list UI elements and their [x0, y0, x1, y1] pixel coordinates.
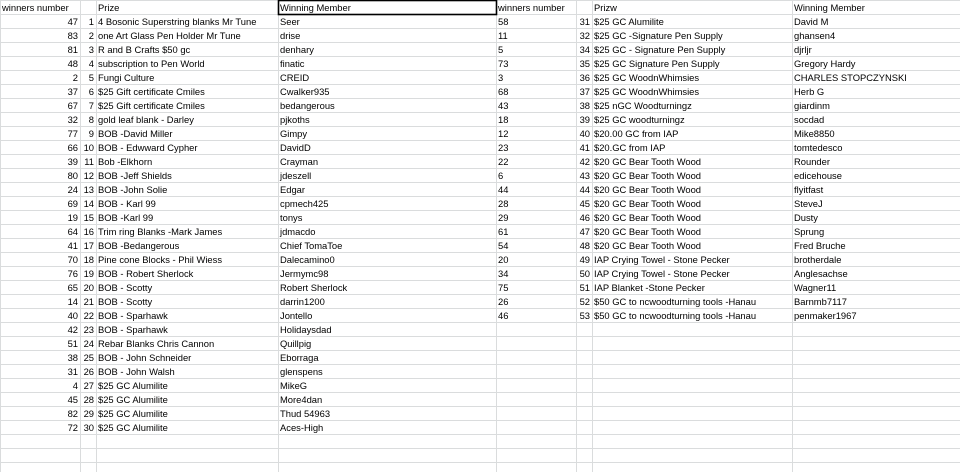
header-winning-member[interactable]: Winning Member: [794, 2, 865, 13]
prize-index-cell[interactable]: 29: [83, 408, 94, 419]
prize-index-cell[interactable]: 30: [83, 422, 94, 433]
winner-number-cell[interactable]: 38: [67, 352, 78, 363]
prize-index-cell[interactable]: 46: [579, 212, 590, 223]
winner-number-cell[interactable]: 28: [498, 198, 509, 209]
member-cell[interactable]: Quillpig: [280, 338, 312, 349]
member-cell[interactable]: Dalecamino0: [280, 254, 335, 265]
prize-cell[interactable]: BOB - John Schneider: [98, 352, 192, 363]
member-cell[interactable]: cpmech425: [280, 198, 329, 209]
prize-cell[interactable]: $25 GC Signature Pen Supply: [594, 58, 720, 69]
member-cell[interactable]: Anglesachse: [794, 268, 848, 279]
prize-cell[interactable]: $25 GC Alumilite: [98, 394, 168, 405]
prize-cell[interactable]: Pine cone Blocks - Phil Wiess: [98, 254, 223, 265]
prize-index-cell[interactable]: 25: [83, 352, 94, 363]
member-cell[interactable]: Mike8850: [794, 128, 835, 139]
prize-index-cell[interactable]: 52: [579, 296, 590, 307]
member-cell[interactable]: Holidaysdad: [280, 324, 332, 335]
header-winning-member[interactable]: Winning Member: [280, 2, 351, 13]
member-cell[interactable]: Crayman: [280, 156, 319, 167]
prize-cell[interactable]: $25 Gift certificate Cmiles: [98, 100, 205, 111]
member-cell[interactable]: Eborraga: [280, 352, 319, 363]
prize-cell[interactable]: BOB - Scotty: [98, 296, 153, 307]
member-cell[interactable]: tonys: [280, 212, 303, 223]
prize-cell[interactable]: $25 GC - Signature Pen Supply: [594, 44, 726, 55]
winner-number-cell[interactable]: 34: [498, 268, 509, 279]
winner-number-cell[interactable]: 24: [67, 184, 78, 195]
prize-index-cell[interactable]: 8: [88, 114, 94, 125]
prize-cell[interactable]: $25 GC WoodnWhimsies: [594, 72, 700, 83]
winner-number-cell[interactable]: 65: [67, 282, 78, 293]
winner-number-cell[interactable]: 67: [67, 100, 78, 111]
winner-number-cell[interactable]: 66: [67, 142, 78, 153]
member-cell[interactable]: jdeszell: [280, 170, 312, 181]
winner-number-cell[interactable]: 32: [67, 114, 78, 125]
prize-cell[interactable]: gold leaf blank - Darley: [98, 114, 194, 125]
prize-index-cell[interactable]: 18: [83, 254, 94, 265]
prize-cell[interactable]: $50 GC to ncwoodturning tools -Hanau: [594, 310, 757, 321]
winner-number-cell[interactable]: 58: [498, 16, 509, 27]
prize-index-cell[interactable]: 47: [579, 226, 590, 237]
member-cell[interactable]: Cwalker935: [280, 86, 330, 97]
prize-cell[interactable]: Bob -Elkhorn: [98, 156, 153, 167]
prize-cell[interactable]: BOB - John Walsh: [98, 366, 175, 377]
prize-index-cell[interactable]: 15: [83, 212, 94, 223]
member-cell[interactable]: bedangerous: [280, 100, 335, 111]
member-cell[interactable]: pjkoths: [280, 114, 310, 125]
prize-cell[interactable]: R and B Crafts $50 gc: [98, 44, 191, 55]
member-cell[interactable]: Herb G: [794, 86, 825, 97]
prize-cell[interactable]: BOB -David Miller: [98, 128, 173, 139]
prize-index-cell[interactable]: 26: [83, 366, 94, 377]
winner-number-cell[interactable]: 4: [72, 380, 78, 391]
member-cell[interactable]: Sprung: [794, 226, 825, 237]
winner-number-cell[interactable]: 42: [67, 324, 78, 335]
member-cell[interactable]: edicehouse: [794, 170, 842, 181]
winner-number-cell[interactable]: 82: [67, 408, 78, 419]
prize-index-cell[interactable]: 43: [579, 170, 590, 181]
winner-number-cell[interactable]: 75: [498, 282, 509, 293]
member-cell[interactable]: Edgar: [280, 184, 306, 195]
prize-cell[interactable]: BOB -Bedangerous: [98, 240, 180, 251]
prize-cell[interactable]: Trim ring Blanks -Mark James: [98, 226, 223, 237]
prize-index-cell[interactable]: 53: [579, 310, 590, 321]
winner-number-cell[interactable]: 44: [498, 184, 509, 195]
prize-index-cell[interactable]: 9: [88, 128, 94, 139]
prize-cell[interactable]: $20 GC Bear Tooth Wood: [594, 212, 702, 223]
prize-index-cell[interactable]: 35: [579, 58, 590, 69]
member-cell[interactable]: Wagner11: [794, 282, 837, 293]
prize-index-cell[interactable]: 41: [579, 142, 590, 153]
prize-index-cell[interactable]: 39: [579, 114, 590, 125]
winner-number-cell[interactable]: 11: [498, 30, 508, 41]
prize-index-cell[interactable]: 31: [579, 16, 590, 27]
prize-cell[interactable]: $20 GC Bear Tooth Wood: [594, 184, 702, 195]
prize-index-cell[interactable]: 50: [579, 268, 590, 279]
member-cell[interactable]: ghansen4: [794, 30, 836, 41]
prize-index-cell[interactable]: 51: [579, 282, 590, 293]
winner-number-cell[interactable]: 68: [498, 86, 509, 97]
prize-cell[interactable]: BOB - Scotty: [98, 282, 153, 293]
prize-index-cell[interactable]: 1: [88, 16, 94, 27]
winner-number-cell[interactable]: 61: [498, 226, 509, 237]
member-cell[interactable]: drise: [280, 30, 301, 41]
prize-index-cell[interactable]: 45: [579, 198, 590, 209]
prize-cell[interactable]: $20 GC Bear Tooth Wood: [594, 240, 702, 251]
winner-number-cell[interactable]: 26: [498, 296, 509, 307]
prize-index-cell[interactable]: 19: [83, 268, 94, 279]
prize-index-cell[interactable]: 27: [83, 380, 94, 391]
member-cell[interactable]: CHARLES STOPCZYNSKI: [794, 72, 907, 83]
prize-cell[interactable]: BOB -Karl 99: [98, 212, 154, 223]
prize-cell[interactable]: $20 GC Bear Tooth Wood: [594, 198, 702, 209]
prize-cell[interactable]: subscription to Pen World: [98, 58, 205, 69]
prize-index-cell[interactable]: 49: [579, 254, 590, 265]
prize-index-cell[interactable]: 42: [579, 156, 590, 167]
winner-number-cell[interactable]: 70: [67, 254, 78, 265]
member-cell[interactable]: Fred Bruche: [794, 240, 846, 251]
winner-number-cell[interactable]: 54: [498, 240, 509, 251]
prize-cell[interactable]: $25 GC woodturningz: [594, 114, 685, 125]
winner-number-cell[interactable]: 83: [67, 30, 78, 41]
prize-index-cell[interactable]: 16: [83, 226, 94, 237]
prize-cell[interactable]: BOB - Karl 99: [98, 198, 156, 209]
prize-cell[interactable]: $50 GC to ncwoodturning tools -Hanau: [594, 296, 757, 307]
prize-cell[interactable]: $25 GC WoodnWhimsies: [594, 86, 700, 97]
prize-cell[interactable]: BOB - Sparhawk: [98, 324, 168, 335]
prize-index-cell[interactable]: 23: [83, 324, 94, 335]
winner-number-cell[interactable]: 81: [67, 44, 78, 55]
winner-number-cell[interactable]: 14: [67, 296, 78, 307]
member-cell[interactable]: Chief TomaToe: [280, 240, 343, 251]
member-cell[interactable]: flyitfast: [794, 184, 824, 195]
prize-cell[interactable]: 4 Bosonic Superstring blanks Mr Tune: [98, 16, 257, 27]
prize-index-cell[interactable]: 24: [83, 338, 94, 349]
prize-index-cell[interactable]: 21: [83, 296, 94, 307]
prize-index-cell[interactable]: 37: [579, 86, 590, 97]
member-cell[interactable]: socdad: [794, 114, 825, 125]
winner-number-cell[interactable]: 72: [67, 422, 78, 433]
winner-number-cell[interactable]: 22: [498, 156, 509, 167]
prize-index-cell[interactable]: 2: [88, 30, 94, 41]
member-cell[interactable]: jdmacdo: [280, 226, 316, 237]
prize-index-cell[interactable]: 38: [579, 100, 590, 111]
winner-number-cell[interactable]: 6: [498, 170, 504, 181]
prize-index-cell[interactable]: 32: [579, 30, 590, 41]
winner-number-cell[interactable]: 39: [67, 156, 78, 167]
winner-number-cell[interactable]: 41: [67, 240, 78, 251]
prize-cell[interactable]: $20 GC Bear Tooth Wood: [594, 156, 702, 167]
winner-number-cell[interactable]: 80: [67, 170, 78, 181]
winner-number-cell[interactable]: 18: [498, 114, 509, 125]
prize-index-cell[interactable]: 20: [83, 282, 94, 293]
prize-index-cell[interactable]: 44: [579, 184, 590, 195]
member-cell[interactable]: Robert Sherlock: [280, 282, 348, 293]
prize-cell[interactable]: $25 Gift certificate Cmiles: [98, 86, 205, 97]
member-cell[interactable]: djrljr: [794, 44, 812, 55]
winner-number-cell[interactable]: 2: [72, 72, 78, 83]
member-cell[interactable]: darrin1200: [280, 296, 325, 307]
member-cell[interactable]: brotherdale: [794, 254, 842, 265]
prize-index-cell[interactable]: 28: [83, 394, 94, 405]
member-cell[interactable]: MikeG: [280, 380, 308, 391]
winner-number-cell[interactable]: 37: [67, 86, 78, 97]
prize-cell[interactable]: $20.GC from IAP: [594, 142, 666, 153]
prize-cell[interactable]: Rebar Blanks Chris Cannon: [98, 338, 215, 349]
prize-cell[interactable]: $25 GC Alumilite: [98, 422, 168, 433]
prize-cell[interactable]: one Art Glass Pen Holder Mr Tune: [98, 30, 241, 41]
member-cell[interactable]: glenspens: [280, 366, 323, 377]
prize-cell[interactable]: $25 GC Alumilite: [98, 408, 168, 419]
prize-cell[interactable]: $25 GC Alumilite: [98, 380, 168, 391]
prize-index-cell[interactable]: 10: [83, 142, 94, 153]
member-cell[interactable]: finatic: [280, 58, 305, 69]
member-cell[interactable]: More4dan: [280, 394, 323, 405]
winner-number-cell[interactable]: 23: [498, 142, 509, 153]
winner-number-cell[interactable]: 73: [498, 58, 509, 69]
winner-number-cell[interactable]: 51: [67, 338, 78, 349]
member-cell[interactable]: Jontello: [280, 310, 313, 321]
prize-index-cell[interactable]: 7: [88, 100, 94, 111]
winner-number-cell[interactable]: 48: [67, 58, 78, 69]
member-cell[interactable]: Thud 54963: [280, 408, 331, 419]
prize-cell[interactable]: Fungi Culture: [98, 72, 155, 83]
prize-index-cell[interactable]: 5: [88, 72, 94, 83]
winner-number-cell[interactable]: 77: [67, 128, 78, 139]
winner-number-cell[interactable]: 20: [498, 254, 509, 265]
prize-index-cell[interactable]: 22: [83, 310, 94, 321]
header-winners-number[interactable]: winners number: [2, 2, 69, 13]
prize-cell[interactable]: BOB - Edwward Cypher: [98, 142, 198, 153]
member-cell[interactable]: Aces-High: [280, 422, 324, 433]
winner-number-cell[interactable]: 43: [498, 100, 509, 111]
winner-number-cell[interactable]: 40: [67, 310, 78, 321]
winner-number-cell[interactable]: 29: [498, 212, 509, 223]
winner-number-cell[interactable]: 46: [498, 310, 509, 321]
prize-index-cell[interactable]: 13: [83, 184, 94, 195]
winner-number-cell[interactable]: 19: [67, 212, 78, 223]
winner-number-cell[interactable]: 64: [67, 226, 78, 237]
header-winners-number[interactable]: winners number: [498, 2, 565, 13]
member-cell[interactable]: penmaker1967: [794, 310, 857, 321]
winner-number-cell[interactable]: 3: [498, 72, 504, 83]
member-cell[interactable]: Dusty: [794, 212, 818, 223]
member-cell[interactable]: DavidD: [280, 142, 311, 153]
winner-number-cell[interactable]: 5: [498, 44, 504, 55]
winner-number-cell[interactable]: 45: [67, 394, 78, 405]
member-cell[interactable]: Jermymc98: [280, 268, 329, 279]
prize-cell[interactable]: BOB -John Solie: [98, 184, 168, 195]
prize-cell[interactable]: IAP Crying Towel - Stone Pecker: [594, 254, 730, 265]
prize-index-cell[interactable]: 3: [88, 44, 94, 55]
prize-cell[interactable]: $25 GC Alumilite: [594, 16, 664, 27]
member-cell[interactable]: Gregory Hardy: [794, 58, 856, 69]
header-prize[interactable]: Prize: [98, 2, 120, 13]
member-cell[interactable]: Rounder: [794, 156, 830, 167]
winner-number-cell[interactable]: 12: [498, 128, 509, 139]
member-cell[interactable]: giardinm: [794, 100, 830, 111]
member-cell[interactable]: tomtedesco: [794, 142, 843, 153]
member-cell[interactable]: Barnmb7117: [794, 296, 847, 307]
prize-index-cell[interactable]: 11: [84, 156, 94, 167]
header-prize[interactable]: Prizw: [594, 2, 617, 13]
prize-index-cell[interactable]: 4: [88, 58, 94, 69]
prize-cell[interactable]: BOB -Jeff Shields: [98, 170, 172, 181]
prize-index-cell[interactable]: 36: [579, 72, 590, 83]
winner-number-cell[interactable]: 31: [67, 366, 78, 377]
prize-index-cell[interactable]: 12: [83, 170, 94, 181]
member-cell[interactable]: David M: [794, 16, 829, 27]
prize-cell[interactable]: $20.00 GC from IAP: [594, 128, 679, 139]
prize-cell[interactable]: IAP Crying Towel - Stone Pecker: [594, 268, 730, 279]
prize-cell[interactable]: BOB - Sparhawk: [98, 310, 168, 321]
winner-number-cell[interactable]: 47: [67, 16, 78, 27]
prize-cell[interactable]: $20 GC Bear Tooth Wood: [594, 226, 702, 237]
winner-number-cell[interactable]: 69: [67, 198, 78, 209]
member-cell[interactable]: denhary: [280, 44, 314, 55]
member-cell[interactable]: Gimpy: [280, 128, 308, 139]
prize-index-cell[interactable]: 34: [579, 44, 590, 55]
member-cell[interactable]: Seer: [280, 16, 300, 27]
winner-number-cell[interactable]: 76: [67, 268, 78, 279]
prize-cell[interactable]: IAP Blanket -Stone Pecker: [594, 282, 705, 293]
member-cell[interactable]: SteveJ: [794, 198, 823, 209]
prize-cell[interactable]: BOB - Robert Sherlock: [98, 268, 194, 279]
prize-cell[interactable]: $20 GC Bear Tooth Wood: [594, 170, 702, 181]
prize-index-cell[interactable]: 17: [83, 240, 94, 251]
prize-index-cell[interactable]: 40: [579, 128, 590, 139]
prize-cell[interactable]: $25 nGC Woodturningz: [594, 100, 692, 111]
prize-index-cell[interactable]: 48: [579, 240, 590, 251]
prize-index-cell[interactable]: 14: [83, 198, 94, 209]
member-cell[interactable]: CREID: [280, 72, 310, 83]
prize-cell[interactable]: $25 GC -Signature Pen Supply: [594, 30, 723, 41]
prize-index-cell[interactable]: 6: [88, 86, 94, 97]
